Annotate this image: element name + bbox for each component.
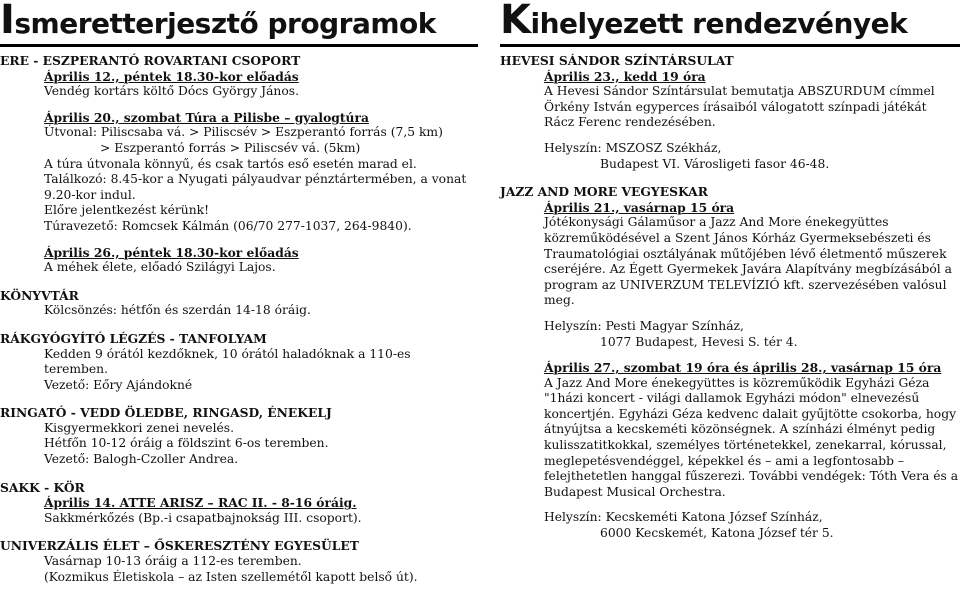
text-line: (Kozmikus Életiskola – az Isten szellemétől kapott belső út). [44,569,418,584]
text-line: Kisgyermekkori zenei nevelés. [44,420,235,435]
text-line: Helyszín: Kecskeméti Katona József Színház, [544,510,823,525]
section-heading: UNIVERZÁLIS ÉLET – ŐSKERESZTÉNY EGYESÜLET [0,538,359,554]
text-line: Helyszín: MSZOSZ Székház, [544,140,722,155]
event-date: Április 26., péntek 18.30-kor előadás [44,244,299,260]
section-heading: JAZZ AND MORE VEGYESKAR [500,184,708,200]
text-line: Sakkmérkőzés (Bp.-i csapatbajnokság III. csoport). [44,510,362,525]
section-heading: ERE - ESZPERANTÓ ROVARTANI CSOPORT [0,53,301,68]
section-heading: HEVESI SÁNDOR SZÍNTÁRSULAT [500,53,734,68]
text-line: Jótékonysági Gálaműsor a Jazz And More énekegyüttes közreműködésével a Szent János Kórház Gyermeksebészeti és Traumatológiai osztályának műtőjében lévő életmentő műszerek cseréjére. Az Égett Gyermekek Javára Alapítvány megbízásából a program az UNIVERZUM TELEVÍZIÓ kft. szervezésében valósul meg. [544,215,952,308]
text-line: Vendég kortárs költő Dócs György János. [44,84,299,99]
text-line: Találkozó: 8.45-kor a Nyugati pályaudvar pénztártermében, a vonat 9.20-kor indul. [44,172,467,202]
text-line: Vasárnap 10-13 óráig a 112-es teremben. [44,554,302,569]
spacer [500,131,960,141]
spacer [500,500,960,510]
event-date: Április 23., kedd 19 óra [544,68,706,84]
text-line: Túravezető: Romcsek Kálmán (06/70 277-1037, 264-9840). [44,218,412,233]
text-line-continued: 6000 Kecskemét, Katona József tér 5. [600,526,834,541]
event-date: Április 21., vasárnap 15 óra [544,199,735,215]
text-line: Kölcsönzés: hétfőn és szerdán 14-18 óráig. [44,303,311,318]
text-line: Előre jelentkezést kérünk! [44,203,210,218]
right-column-body [500,53,960,542]
text-line: Hétfőn 10-12 óráig a földszint 6-os teremben. [44,436,329,451]
event-date: Április 20., szombat Túra a Pilisbe – gyalogtúra [44,109,369,125]
text-line: A Hevesi Sándor Színtársulat bemutatja ABSZURDUM címmel Örkény István egyperces írásaiból válogatott színpadi játékát Rácz Ferenc rendezésében. [544,84,935,130]
right-column-title: Kihelyezett rendezvények [500,0,960,47]
left-column [0,0,478,585]
text-line: Kedden 9 órától kezdőknek, 10 órától haladóknak a 110-es teremben. [44,346,411,377]
event-date: Április 27., szombat 19 óra és április 28., vasárnap 15 óra [544,360,942,376]
text-line: Útvonal: Piliscsaba vá. > Piliscsév > Eszperantó forrás (7,5 km) [44,125,443,140]
event-date: Április 14. ATTE ARISZ – RAC II. - 8-16 óráig. [44,495,357,511]
right-column [500,0,960,542]
text-line: Helyszín: Pesti Magyar Színház, [544,318,744,333]
text-line-continued: > Eszperantó forrás > Piliscsév vá. (5km) [100,140,361,155]
text-line-continued: Budapest VI. Városligeti fasor 46-48. [600,156,830,171]
left-column-title: Ismeretterjesztő programok [0,0,478,47]
section-heading: RINGATÓ - VEDD ÖLEDBE, RINGASD, ÉNEKELJ [0,405,332,421]
spacer [0,100,478,110]
spacer [500,350,960,360]
text-line: Vezető: Balogh-Czoller Andrea. [44,452,239,467]
text-line-continued: 1077 Budapest, Hevesi S. tér 4. [600,334,798,349]
text-line: Vezető: Eőry Ajándokné [44,377,193,392]
section-heading: KÖNYVTÁR [0,287,79,303]
text-line: A Jazz And More énekegyüttes is közreműködik Egyházi Géza "1házi koncert - világi dallamok Egyházi módon" elnevezésű koncertjén. Egyházi Géza kedvenc dalait gyűjtötte csokorba, hogy átnyújtsa a kecskeméti közönségnek. A színházi élményt pedig kulisszatitkokkal, személyes történetekkel, zenekarral, kórussal, meglepetésvendéggel, képekkel és – ami a legfontosabb – felejthetetlen hanggal fűszerezi. További vendégek: Tóth Vera és a Budapest Musical Orchestra. [544,375,959,499]
spacer [0,235,478,245]
section-heading: SAKK - KÖR [0,479,85,495]
spacer [500,309,960,319]
text-line: A méhek élete, előadó Szilágyi Lajos. [44,260,276,275]
left-column-body [0,53,478,585]
event-date: Április 12., péntek 18.30-kor előadás [44,68,299,84]
text-line: A túra útvonala könnyű, és csak tartós eső esetén marad el. [44,156,417,171]
section-heading: RÁKGYÓGYÍTÓ LÉGZÉS - TANFOLYAM [0,330,267,346]
